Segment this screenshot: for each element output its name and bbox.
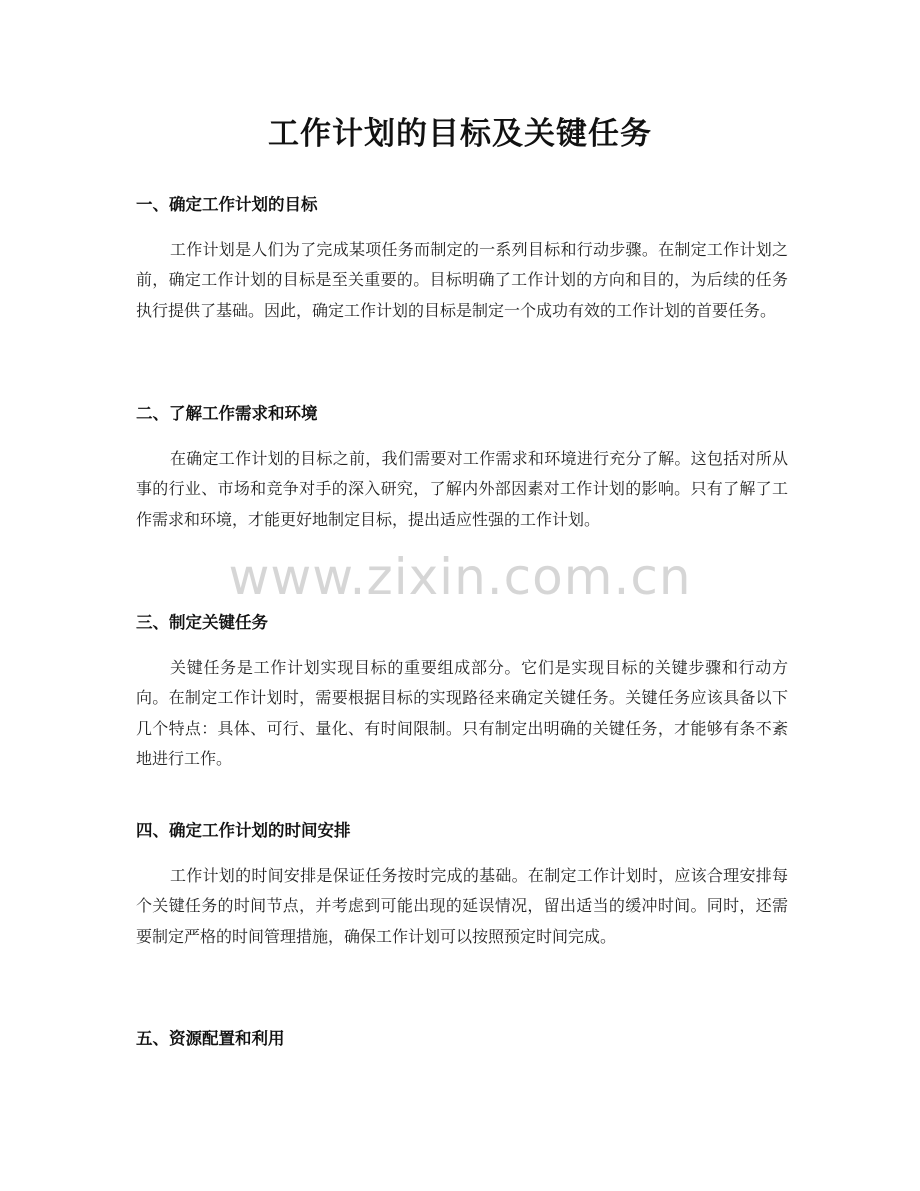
section-paragraph-3: 关键任务是工作计划实现目标的重要组成部分。它们是实现目标的关键步骤和行动方向。在制定工作计划时，需要根据目标的实现路径来确定关键任务。关键任务应该具备以下几个特点：具体、可行、量化、有时间限制。只有制定出明确的关键任务，才能够有条不紊地进行工作。 — [136, 658, 788, 769]
section-paragraph-1: 工作计划是人们为了完成某项任务而制定的一系列目标和行动步骤。在制定工作计划之前，确定工作计划的目标是至关重要的。目标明确了工作计划的方向和目的，为后续的任务执行提供了基础。因此，确定工作计划的目标是制定一个成功有效的工作计划的首要任务。 — [136, 240, 788, 320]
watermark: www.zixin.com.cn — [228, 548, 692, 606]
section-heading-2: 二、了解工作需求和环境 — [136, 404, 318, 423]
section-heading-3: 三、制定关键任务 — [136, 613, 268, 632]
section-heading-4: 四、确定工作计划的时间安排 — [136, 821, 351, 840]
section-heading-1: 一、确定工作计划的目标 — [136, 195, 318, 214]
section-paragraph-2: 在确定工作计划的目标之前，我们需要对工作需求和环境进行充分了解。这包括对所从事的行业、市场和竞争对手的深入研究，了解内外部因素对工作计划的影响。只有了解了工作需求和环境，才能更好地制定目标，提出适应性强的工作计划。 — [136, 449, 788, 529]
section-heading-5: 五、资源配置和利用 — [136, 1029, 285, 1048]
document-title: 工作计划的目标及关键任务 — [268, 116, 652, 152]
section-paragraph-4: 工作计划的时间安排是保证任务按时完成的基础。在制定工作计划时，应该合理安排每个关键任务的时间节点，并考虑到可能出现的延误情况，留出适当的缓冲时间。同时，还需要制定严格的时间管理措施，确保工作计划可以按照预定时间完成。 — [136, 866, 788, 946]
